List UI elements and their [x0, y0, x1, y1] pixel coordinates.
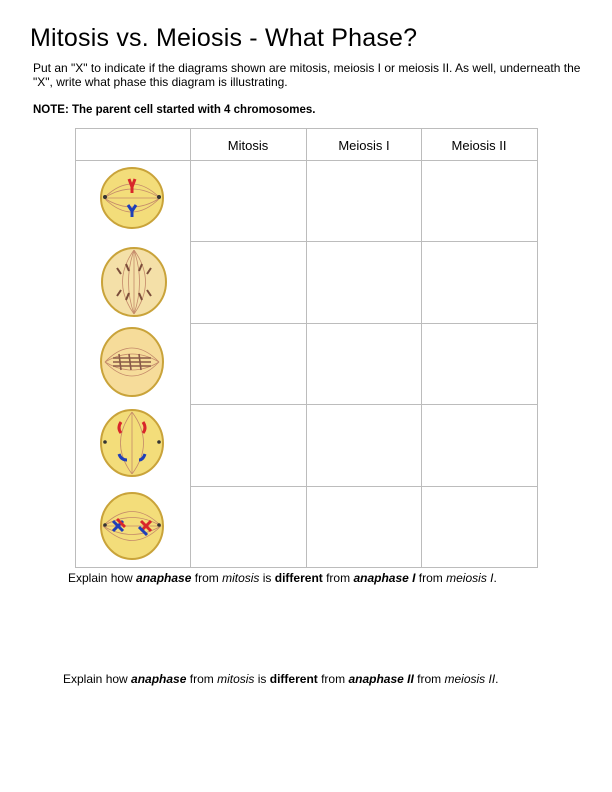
header-meiosis-i: Meiosis I: [338, 138, 390, 153]
q2-term: anaphase: [131, 672, 187, 686]
header-mitosis: Mitosis: [227, 138, 269, 153]
q2-text: from: [186, 672, 218, 686]
row-divider: [190, 404, 537, 405]
row-divider: [190, 241, 537, 242]
header-meiosis-ii: Meiosis II: [451, 138, 507, 153]
row-divider: [190, 323, 537, 324]
cell-diagram-3: [99, 326, 165, 398]
q2-text: is: [254, 672, 270, 686]
column-divider: [421, 129, 422, 567]
question-anaphase-i: [68, 571, 497, 585]
q1-text: from: [415, 571, 447, 585]
q2-term: mitosis: [217, 672, 255, 686]
row-divider: [190, 486, 537, 487]
q2-text: from: [413, 672, 445, 686]
q1-term: anaphase: [136, 571, 192, 585]
question-anaphase-ii: [63, 672, 499, 686]
column-divider: [306, 129, 307, 567]
q2-term: meiosis II: [444, 672, 496, 686]
q2-term: anaphase II: [348, 672, 414, 686]
q2-text: .: [495, 672, 499, 686]
row-divider: [76, 160, 537, 161]
q1-term: different: [274, 571, 323, 585]
note-text: NOTE: The parent cell started with 4 chromosomes.: [33, 104, 316, 116]
cell-diagram-1: [99, 165, 165, 231]
q1-term: mitosis: [222, 571, 260, 585]
instructions-text: Put an "X" to indicate if the diagrams shown are mitosis, meiosis I or meiosis II. As well, underneath the "X", write what phase this diagram is illustrating.: [33, 61, 581, 89]
column-divider: [190, 129, 191, 567]
q1-text: is: [259, 571, 275, 585]
page-title: Mitosis vs. Meiosis - What Phase?: [30, 24, 418, 52]
cell-diagram-4: [99, 408, 165, 478]
q2-text: Explain how: [63, 672, 132, 686]
q2-term: different: [269, 672, 318, 686]
q1-text: from: [191, 571, 223, 585]
q1-term: anaphase I: [353, 571, 416, 585]
phase-table: [75, 128, 538, 568]
q1-term: meiosis I: [446, 571, 494, 585]
q1-text: Explain how: [68, 571, 137, 585]
cell-diagram-5: [99, 491, 165, 561]
q1-text: .: [493, 571, 497, 585]
q2-text: from: [317, 672, 349, 686]
cell-diagram-2: [99, 246, 169, 318]
q1-text: from: [322, 571, 354, 585]
